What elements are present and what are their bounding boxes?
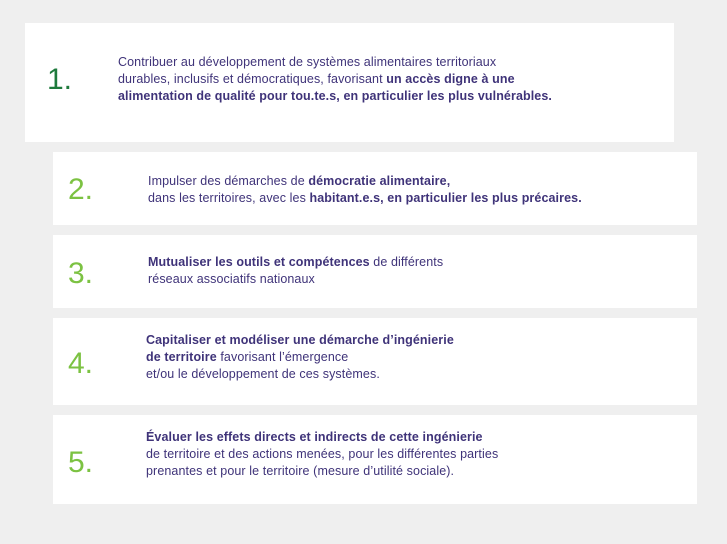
text-segment: de territoire et des actions menées, pour les différentes parties — [146, 447, 499, 461]
bold-segment: habitant.e.s, en particulier les plus précaires. — [309, 191, 582, 205]
card-4 — [53, 318, 697, 405]
bold-segment: Capitaliser et modéliser une démarche d’ingénierie — [146, 333, 454, 347]
text-line — [118, 71, 552, 88]
bold-segment: de territoire — [146, 350, 217, 364]
number-5: 5. — [68, 446, 94, 479]
text-line — [146, 463, 498, 480]
text-2 — [148, 173, 582, 207]
text-3 — [148, 254, 443, 288]
text-line — [146, 332, 454, 349]
text-segment: réseaux associatifs nationaux — [148, 272, 315, 286]
text-line — [148, 173, 582, 190]
text-line — [148, 254, 443, 271]
text-segment: dans les territoires, avec les — [148, 191, 310, 205]
text-segment: favorisant l’émergence — [216, 350, 349, 364]
number-2: 2. — [68, 173, 94, 206]
text-4 — [146, 332, 454, 383]
text-line — [146, 446, 498, 463]
number-4: 4. — [68, 347, 94, 380]
text-segment: Impulser des démarches de — [148, 174, 309, 188]
card-1 — [25, 23, 674, 142]
number-3: 3. — [68, 257, 94, 290]
card-3 — [53, 235, 697, 308]
bold-segment: Évaluer les effets directs et indirects de cette ingénierie — [146, 430, 483, 444]
bold-segment: un accès digne à une — [386, 72, 515, 86]
bold-segment: Mutualiser les outils et compétences — [148, 255, 370, 269]
text-line — [148, 190, 582, 207]
text-5 — [146, 429, 498, 480]
text-1 — [118, 54, 552, 105]
number-1: 1. — [47, 63, 73, 96]
text-line — [146, 349, 454, 366]
text-segment: de différents — [369, 255, 444, 269]
text-segment: prenantes et pour le territoire (mesure d’utilité sociale). — [146, 464, 455, 478]
text-segment: durables, inclusifs et démocratiques, favorisant — [118, 72, 387, 86]
card-2 — [53, 152, 697, 225]
text-line — [148, 271, 443, 288]
text-line — [118, 88, 552, 105]
bold-segment: démocratie alimentaire, — [308, 174, 451, 188]
text-line — [146, 429, 498, 446]
text-line — [118, 54, 552, 71]
text-segment: Contribuer au développement de systèmes alimentaires territoriaux — [118, 55, 497, 69]
bold-segment: alimentation de qualité pour tou.te.s, en particulier les plus vulnérables. — [118, 89, 552, 103]
text-segment: et/ou le développement de ces systèmes. — [146, 367, 380, 381]
text-line — [146, 366, 454, 383]
card-5 — [53, 415, 697, 504]
